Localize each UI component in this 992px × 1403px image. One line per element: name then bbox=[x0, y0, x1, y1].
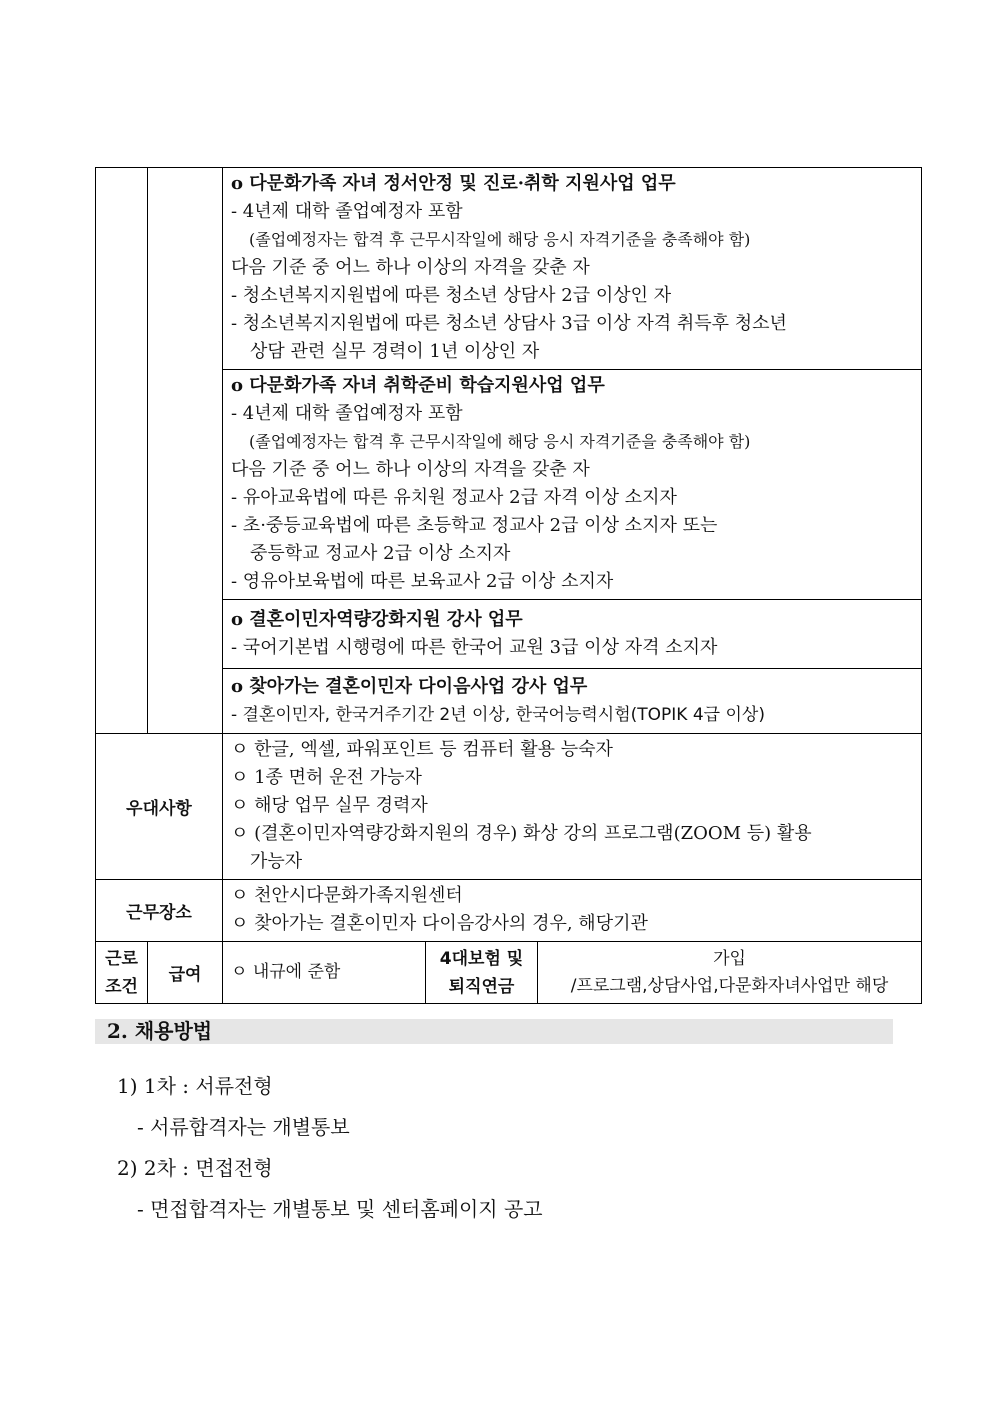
preferences-body bbox=[223, 734, 921, 879]
text-line: 다음 기준 중 어느 하나 이상의 자격을 갖춘 자 bbox=[231, 459, 590, 480]
text-line: ㅇ 한글, 엑셀, 파워포인트 등 컴퓨터 활용 능숙자 bbox=[231, 739, 613, 760]
section-heading: o 다문화가족 자녀 취학준비 학습지원사업 업무 bbox=[231, 375, 605, 396]
text-line: ㅇ 찾아가는 결혼이민자 다이음강사의 경우, 해당기관 bbox=[231, 913, 648, 934]
text-line: - 국어기본법 시행령에 따른 한국어 교원 3급 이상 자격 소지자 bbox=[231, 637, 718, 658]
step-2: 2) 2차 : 면접전형 bbox=[117, 1156, 273, 1180]
text-line: - 유아교육법에 따른 유치원 정교사 2급 자격 이상 소지자 bbox=[231, 487, 677, 508]
section2-heading: 2. 채용방법 bbox=[95, 1019, 893, 1044]
insurance-value-line1: 가입 bbox=[713, 948, 746, 969]
text-line: ㅇ (결혼이민자역량강화지원의 경우) 화상 강의 프로그램(ZOOM 등) 활용 bbox=[231, 823, 812, 844]
text-line: - 4년제 대학 졸업예정자 포함 bbox=[231, 403, 463, 424]
text-line: ㅇ 천안시다문화가족지원센터 bbox=[231, 885, 463, 906]
pay-value-cell bbox=[223, 942, 426, 1004]
section-heading: o 찾아가는 결혼이민자 다이음사업 강사 업무 bbox=[231, 676, 588, 697]
workplace-row bbox=[96, 880, 922, 942]
text-line: - 결혼이민자, 한국거주기간 2년 이상, 한국어능력시험(TOPIK 4급 이상) bbox=[231, 705, 765, 725]
step-1: 1) 1차 : 서류전형 bbox=[117, 1074, 273, 1098]
text-line: ㅇ 1종 면허 운전 가능자 bbox=[231, 767, 422, 788]
preferences-row bbox=[96, 734, 922, 880]
text-line: - 영유아보육법에 따른 보육교사 2급 이상 소지자 bbox=[231, 571, 614, 592]
blank-sublabel-cell bbox=[148, 168, 223, 734]
text-line: 중등학교 정교사 2급 이상 소지자 bbox=[250, 543, 511, 564]
section-cell bbox=[223, 600, 922, 669]
section-cell bbox=[223, 669, 922, 734]
section-body bbox=[223, 600, 921, 668]
blank-label-cell bbox=[96, 168, 148, 734]
text-line: 다음 기준 중 어느 하나 이상의 자격을 갖춘 자 bbox=[231, 257, 590, 278]
text-line: (졸업예정자는 합격 후 근무시작일에 해당 응시 자격기준을 충족해야 함) bbox=[249, 432, 751, 451]
qualification-table bbox=[95, 167, 922, 1004]
conditions-row bbox=[96, 942, 922, 1004]
section-cell bbox=[223, 168, 922, 370]
pay-value: ㅇ 내규에 준함 bbox=[231, 962, 341, 982]
insurance-value-line2: /프로그램,상담사업,다문화자녀사업만 해당 bbox=[570, 975, 889, 996]
text-line: (졸업예정자는 합격 후 근무시작일에 해당 응시 자격기준을 충족해야 함) bbox=[249, 230, 751, 249]
insurance-label-line1: 4대보험 및 bbox=[439, 948, 524, 969]
insurance-label bbox=[426, 942, 538, 1004]
section-cell bbox=[223, 370, 922, 600]
conditions-label-line2: 조건 bbox=[105, 976, 138, 997]
workplace-cell bbox=[223, 880, 922, 942]
pay-label: 급여 bbox=[148, 942, 223, 1004]
section-body bbox=[223, 168, 921, 369]
section-heading: o 다문화가족 자녀 정서안정 및 진로·취학 지원사업 업무 bbox=[231, 173, 676, 194]
text-line: - 초·중등교육법에 따른 초등학교 정교사 2급 이상 소지자 또는 bbox=[231, 515, 718, 536]
workplace-body bbox=[223, 880, 921, 941]
text-line: - 청소년복지지원법에 따른 청소년 상담사 2급 이상인 자 bbox=[231, 285, 672, 306]
section-body bbox=[223, 370, 921, 599]
step-1-detail: - 서류합격자는 개별통보 bbox=[137, 1115, 350, 1139]
insurance-value bbox=[538, 942, 922, 1004]
section-heading: o 결혼이민자역량강화지원 강사 업무 bbox=[231, 609, 523, 630]
preferences-label: 우대사항 bbox=[96, 734, 223, 880]
workplace-label: 근무장소 bbox=[96, 880, 223, 942]
text-line: - 청소년복지지원법에 따른 청소년 상담사 3급 이상 자격 취득후 청소년 bbox=[231, 313, 787, 334]
conditions-label bbox=[96, 942, 148, 1004]
conditions-label-line1: 근로 bbox=[105, 948, 138, 969]
section-body bbox=[223, 669, 921, 733]
text-line: - 4년제 대학 졸업예정자 포함 bbox=[231, 201, 463, 222]
text-line: 가능자 bbox=[250, 851, 303, 872]
section-row bbox=[96, 168, 922, 370]
preferences-cell bbox=[223, 734, 922, 880]
text-line: 상담 관련 실무 경력이 1년 이상인 자 bbox=[250, 341, 540, 362]
text-line: ㅇ 해당 업무 실무 경력자 bbox=[231, 795, 428, 816]
insurance-label-line2: 퇴직연금 bbox=[448, 976, 515, 997]
step-2-detail: - 면접합격자는 개별통보 및 센터홈페이지 공고 bbox=[137, 1197, 543, 1221]
